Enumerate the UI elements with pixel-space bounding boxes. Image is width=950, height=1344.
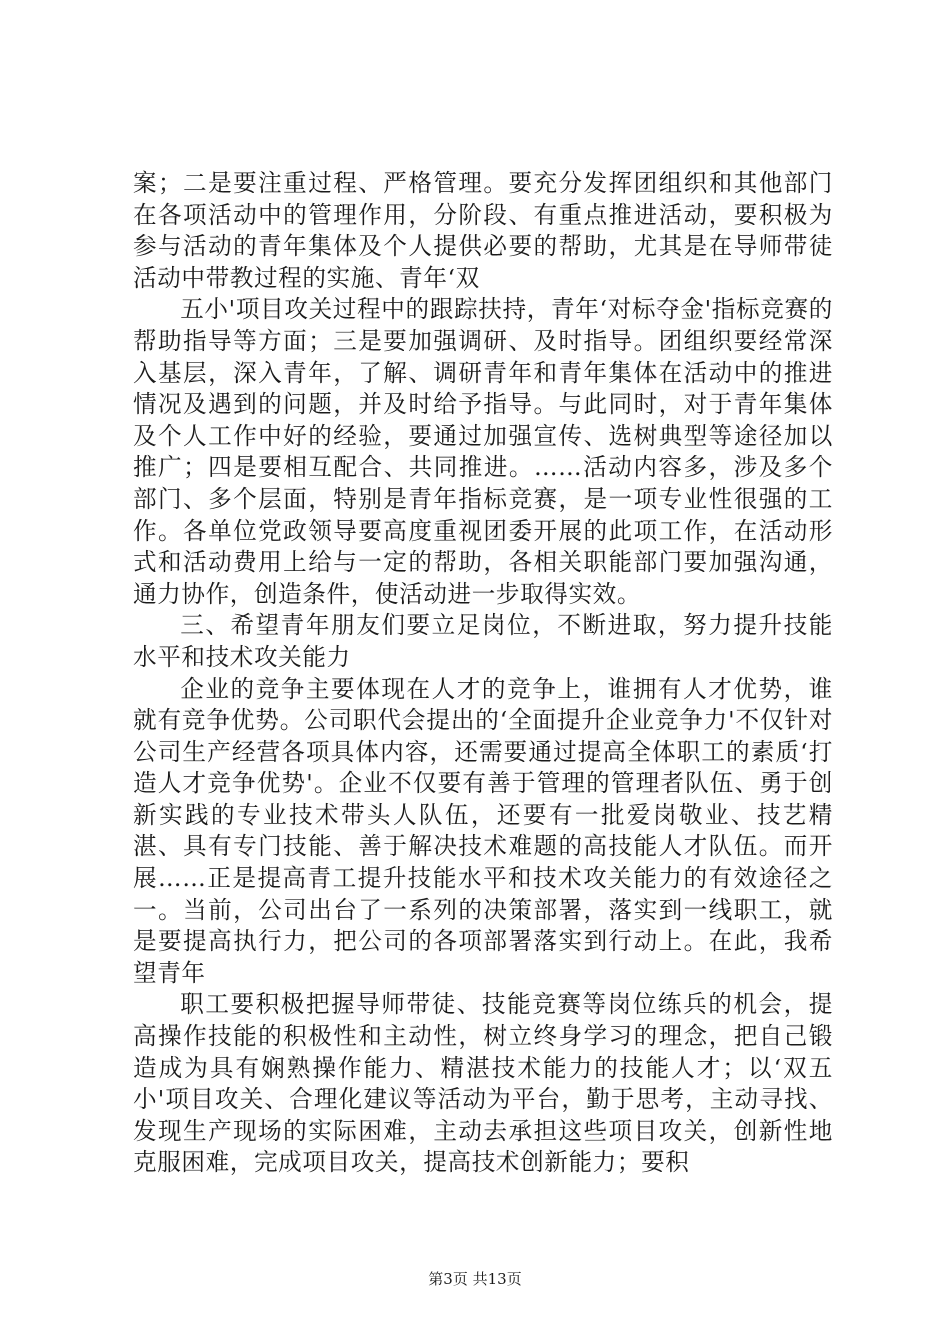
page-number-footer: 第3页 共13页 xyxy=(428,1270,522,1288)
paragraph: 企业的竞争主要体现在人才的竞争上，谁拥有人才优势，谁就有竞争优势。公司职代会提出的‘全面提升企业竞争力'不仅针对公司生产经营各项具体内容，还需要通过提高全体职工的素质‘打造人才竞争优势'。企业不仅要有善于管理的管理者队伍、勇于创新实践的专业技术带头人队伍，还要有一批爱岗敬业、技艺精湛、具有专门技能、善于解决技术难题的高技能人才队伍。而开展……正是提高青工提升技能水平和技术攻关能力的有效途径之一。当前，公司出台了一系列的决策部署，落实到一线职工，就是要提高执行力，把公司的各项部署落实到行动上。在此，我希望青年 xyxy=(133,674,833,987)
paragraph: 职工要积极把握导师带徒、技能竞赛等岗位练兵的机会，提高操作技能的积极性和主动性，树立终身学习的理念，把自己锻造成为具有娴熟操作能力、精湛技术能力的技能人才；以‘双五小'项目攻关、合理化建议等活动为平台，勤于思考，主动寻找、发现生产现场的实际困难，主动去承担这些项目攻关，创新性地克服困难，完成项目攻关，提高技术创新能力；要积 xyxy=(133,990,833,1177)
paragraph: 五小'项目攻关过程中的跟踪扶持，青年‘对标夺金'指标竞赛的帮助指导等方面；三是要加强调研、及时指导。团组织要经常深入基层，深入青年，了解、调研青年和青年集体在活动中的推进情况及遇到的问题，并及时给予指导。与此同时，对于青年集体及个人工作中好的经验，要通过加强宣传、选树典型等途径加以推广；四是要相互配合、共同推进。……活动内容多，涉及多个部门、多个层面，特别是青年指标竞赛，是一项专业性很强的工作。各单位党政领导要高度重视团委开展的此项工作，在活动形式和活动费用上给与一定的帮助，各相关职能部门要加强沟通，通力协作，创造条件，使活动进一步取得实效。 xyxy=(133,295,833,608)
section-heading: 三、希望青年朋友们要立足岗位，不断进取，努力提升技能水平和技术攻关能力 xyxy=(133,611,833,671)
body-text xyxy=(133,168,833,1179)
paragraph: 案；二是要注重过程、严格管理。要充分发挥团组织和其他部门在各项活动中的管理作用，分阶段、有重点推进活动，要积极为参与活动的青年集体及个人提供必要的帮助，尤其是在导师带徒活动中带教过程的实施、青年‘双 xyxy=(133,169,833,292)
